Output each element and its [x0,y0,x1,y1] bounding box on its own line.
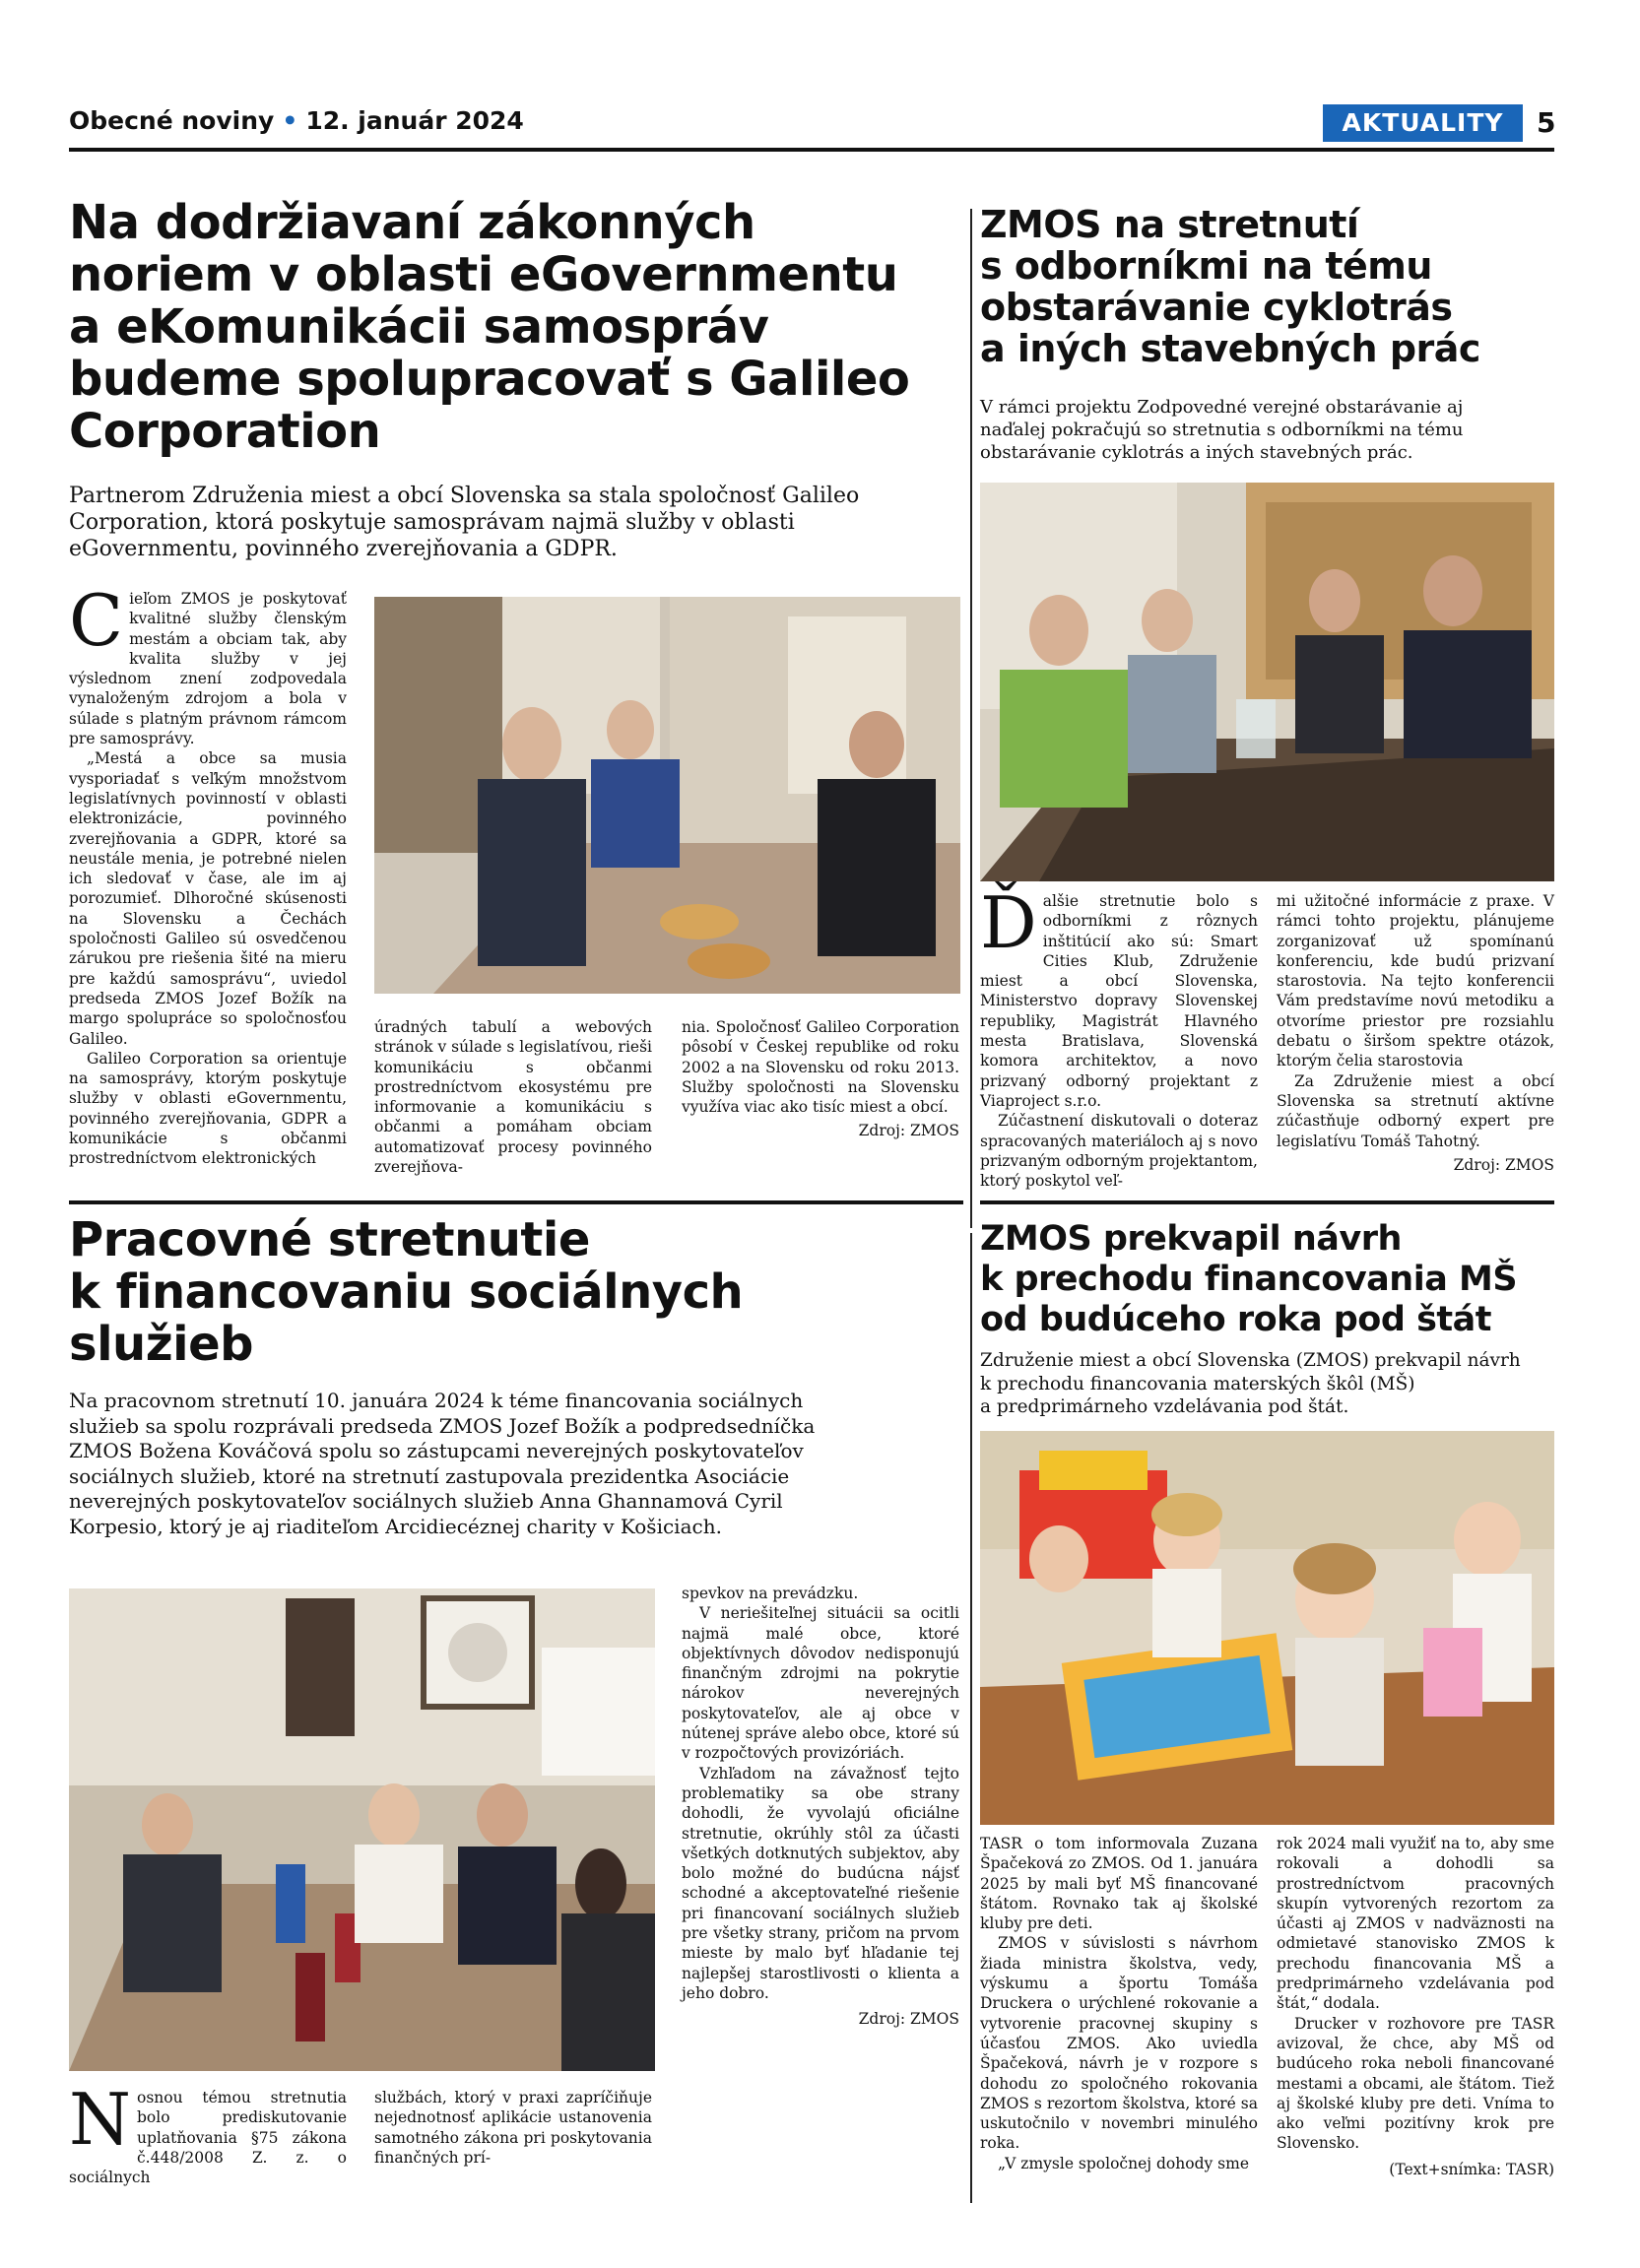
title-line: Pracovné stretnutie [69,1212,590,1267]
paragraph: mi užitočné informácie z praxe. V rámci tohto projektu, plánujeme zorganizovať už spomínanú konferenciu, kde budú prizvaní starostovia. Na tejto konferencii Vám predstavíme novú metodiku a otvoríme priestor pre rozsiahlu debatu o širšom spektre otázok, ktorým čelia starostovia [1277,892,1554,1070]
article1-column3 [682,1017,959,1141]
title-line: Corporation [69,404,381,459]
drop-cap: Ď [980,881,1037,964]
paragraph: ieľom ZMOS je poskytovať kvalitné služby členským mestám a obciam tak, aby kvalita služby v jej výslednom znení zodpovedala vynaloženým zdrojom a bola v súlade s platným právnom rámcom pre samosprávy. [69,590,347,748]
title-line: ZMOS na stretnutí [980,203,1359,246]
article-divider-left [69,1200,963,1204]
article4-column2 [1277,1834,1554,2179]
paragraph: Drucker v rozhovore pre TASR avizoval, že chce, aby MŠ od budúceho roka neboli financované mestami a obcami, ale štátom. Tiež aj školské kluby pre deti. Vníma to ako veľmi pozitívny krok pre Slovensko. [1277,2014,1554,2153]
article-divider-right [980,1200,1554,1204]
article2-lead [980,396,1556,464]
lead-line: sociálnych služieb, ktoré na stretnutí zastupovala prezidentka Asociácie [69,1463,790,1488]
paragraph: nia. Spoločnosť Galileo Corporation pôsobí v Českej republike od roku 2002 a na Slovensku od roku 2013. Služby spoločnosti na Slovensku využíva viac ako tisíc miest a obcí. [682,1018,959,1117]
lead-line: eGovernmentu, povinného zverejňovania a GDPR. [69,537,618,561]
article3-column2 [374,2088,652,2168]
paragraph: „Mestá a obce sa musia vysporiadať s veľkým množstvom legislatívnych povinností v oblasti elektronizácie, povinného zverejňovania a GDPR, ktoré sa neustále menia, je potrebné nielen ich sledovať v čase, ale im aj porozumieť. Dlhoročné skúsenosti na Slovensku a Čechách spoločnosti Galileo sú osvedčenou zárukou pre riešenia šité na mieru pre každú samosprávu“, uviedol predseda ZMOS Jozef Božík na margo spolupráce so spoločnosťou Galileo. [69,749,347,1048]
section-label: AKTUALITY [1323,104,1523,142]
article3-column3 [682,1584,959,2030]
photo-cyclopaths-meeting [980,483,1554,881]
article3-title [69,1214,965,1371]
lead-line: Na pracovnom stretnutí 10. januára 2024 k téme financovania sociálnych [69,1389,804,1412]
title-line: k prechodu financovania MŠ [980,1260,1518,1299]
paragraph: alšie stretnutie bolo s odborníkmi z rôznych inštitúcií ako sú: Smart Cities Klub, Združenie miest a obcí Slovenska, Ministerstvo dopravy Slovenskej republiky, Magistrát Hlavného mesta Bratislava, Slovenská komora architektov, a novo prizvaný odborný projektant z Viaproject s.r.o. [980,892,1258,1110]
paragraph: TASR o tom informovala Zuzana Špačeková zo ZMOS. Od 1. januára 2025 by mali byť MŠ financované štátom. Rovnako tak aj školské kluby pre deti. [980,1835,1258,1933]
title-line: budeme spolupracovať s Galileo [69,352,910,407]
separator-dot: • [282,106,298,135]
lead-line: neverejných poskytovateľov sociálnych služieb Anna Ghannamová Cyril [69,1489,783,1513]
title-line: noriem v oblasti eGovernmentu [69,247,898,302]
article4-title [980,1219,1556,1340]
paragraph: úradných tabulí a webových stránok v súlade s legislatívou, rieši komunikáciu s občanmi prostredníctvom ekosystému pre informovanie a komunikáciu s občanmi a pomáham obciam automatizovať procesy povinného zverejňova- [374,1018,652,1177]
paragraph: ZMOS v súvislosti s návrhom žiada ministra školstva, vedy, výskumu a športu Tomáša Druckera o urýchlené rokovanie a vytvorenie pracovnej skupiny s účasťou ZMOS. Ako uviedla Špačeková, návrh je v rozpore s dohodu zo spoločného rokovania ZMOS s rezortom školstva, ktoré sa uskutočnilo v novembri minulého roka. [980,1934,1258,2153]
page-number: 5 [1537,106,1556,139]
title-line: s odborníkmi na tému [980,244,1432,288]
article2-column1 [980,881,1258,1191]
title-line: obstarávanie cyklotrás [980,286,1453,329]
header-rule [69,148,1554,152]
paragraph: Za Združenie miest a obcí Slovenska sa stretnutí aktívne zúčastňuje odborný expert pre legislatívu Tomáš Tahotný. [1277,1071,1554,1150]
article3-lead [69,1389,965,1539]
title-line: k financovaniu sociálnych [69,1264,744,1320]
article4-source: (Text+snímka: TASR) [1389,2160,1554,2178]
title-line: a eKomunikácii samospráv [69,299,769,355]
article1-source: Zdroj: ZMOS [858,1122,959,1140]
article1-title [69,197,965,458]
photo-kindergarten-children [980,1431,1554,1825]
article4-column1 [980,1834,1258,2173]
paragraph: Vzhľadom na závažnosť tejto problematiky sa obe strany dohodli, že vyvolajú oficiálne stretnutie, okrúhly stôl za účasti všetkých dotknutých subjektov, aby bolo možné do budúcna nájsť schodné a akceptovateľné riešenie pri financovaní sociálnych služieb pre všetky strany, pričom na prvom mieste by malo byť hľadanie tej najlepšej starostlivosti o klienta a jeho dobro. [682,1764,959,2002]
column-divider-bottom [970,1233,972,2203]
paragraph: Zúčastnení diskutovali o doteraz spracovaných materiáloch aj s novo prizvaným odborným projektantom, ktorý poskytol veľ- [980,1112,1258,1191]
paragraph: rok 2024 mali využiť na to, aby sme rokovali a dohodli sa prostredníctvom pracovných skupín vytvorených rezortom za účasti aj ZMOS v nadväznosti na odmietavé stanovisko ZMOS k prechodu financovania MŠ a predprimárneho vzdelávania pod štát,“ dodala. [1277,1835,1554,2013]
issue-date: 12. január 2024 [305,106,524,135]
title-line: a iných stavebných prác [980,327,1480,370]
lead-line: Združenie miest a obcí Slovenska (ZMOS) prekvapil návrh [980,1350,1521,1371]
lead-line: k prechodu financovania materských škôl (MŠ) [980,1373,1415,1394]
title-line: od budúceho roka pod štát [980,1300,1491,1339]
lead-line: a predprimárneho vzdelávania pod štát. [980,1396,1349,1417]
paragraph: V neriešiteľnej situácii sa ocitli najmä malé obce, ktoré objektívnych dôvodov nedisponujú finančným zdrojmi na pokrytie nárokov neverejných poskytovateľov, ale aj obce v nútenej správe alebo obce, ktoré sú v rozpočtových provizóriách. [682,1604,959,1763]
article1-column1 [69,579,347,1169]
article4-lead [980,1349,1556,1419]
lead-line: V rámci projektu Zodpovedné verejné obstarávanie aj [980,397,1464,418]
drop-cap: N [69,2078,131,2161]
article3-source: Zdroj: ZMOS [858,2010,959,2029]
lead-line: služieb sa spolu rozprávali predseda ZMOS Jozef Božík a podpredsedníčka [69,1413,816,1438]
lead-line: Corporation, ktorá poskytuje samosprávam najmä služby v oblasti [69,510,795,535]
paragraph: „V zmysle spoločnej dohody sme [998,2154,1250,2172]
paragraph: spevkov na prevádzku. [682,1585,859,1602]
lead-line: naďalej pokračujú so stretnutia s odborníkmi na tému [980,420,1464,440]
masthead [69,106,524,135]
article3-column1 [69,2078,347,2187]
article2-column2 [1277,891,1554,1175]
title-line: služieb [69,1317,253,1372]
title-line: ZMOS prekvapil návrh [980,1219,1402,1259]
lead-line: obstarávanie cyklotrás a iných stavebných prác. [980,442,1413,463]
title-line: Na dodržiavaní zákonných [69,195,755,250]
photo-galileo-meeting [374,597,960,994]
drop-cap: C [69,579,124,662]
article2-title [980,204,1556,369]
article2-source: Zdroj: ZMOS [1453,1155,1554,1174]
article1-column2 [374,1017,652,1177]
paragraph: osnou témou stretnutia bolo prediskutovanie uplatňovania §75 zákona č.448/2008 Z. z. o sociálnych [69,2089,347,2187]
lead-line: Korpesio, ktorý je aj riaditeľom Arcidiecéznej charity v Košiciach. [69,1514,722,1538]
column-divider-top [970,209,972,1228]
paragraph: Galileo Corporation sa orientuje na samosprávy, ktorým poskytuje služby v oblasti eGovernmentu, povinného zverejňovania, GDPR a komunikácie s občanmi prostredníctvom elektronických [69,1049,347,1168]
article1-lead [69,483,965,562]
paragraph: službách, ktorý v praxi zapríčiňuje nejednotnosť aplikácie ustanovenia samotného zákona pri poskytovania finančných prí- [374,2089,652,2167]
lead-line: ZMOS Božena Kováčová spolu so zástupcami neverejných poskytovateľov [69,1439,804,1462]
lead-line: Partnerom Združenia miest a obcí Slovenska sa stala spoločnosť Galileo [69,484,860,508]
paper-name: Obecné noviny [69,106,275,135]
photo-social-services-meeting [69,1588,655,2071]
